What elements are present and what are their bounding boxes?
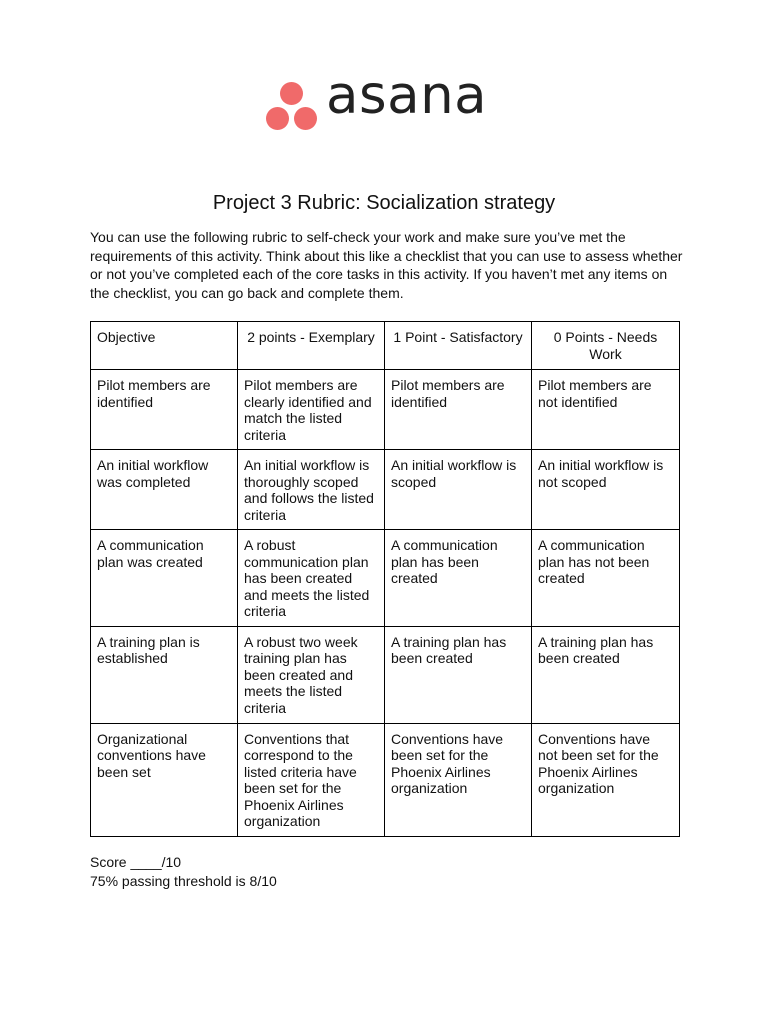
table-cell: A communication plan has not been created: [532, 530, 680, 627]
score-line: Score ____/10: [90, 854, 182, 870]
table-cell: An initial workflow was completed: [91, 450, 238, 530]
table-row: [91, 450, 680, 530]
table-cell: A training plan is established: [91, 626, 238, 723]
table-row: [91, 370, 680, 450]
asana-logo: [266, 65, 506, 134]
table-cell: A communication plan was created: [91, 530, 238, 627]
table-cell: A robust communication plan has been created and meets the listed criteria: [238, 530, 385, 627]
table-cell: An initial workflow is thoroughly scoped and follows the listed criteria: [238, 450, 385, 530]
asana-wordmark: asana: [326, 65, 488, 126]
table-cell: Pilot members are identified: [91, 370, 238, 450]
table-cell: Conventions have not been set for the Phoenix Airlines organization: [532, 723, 680, 836]
table-cell: Organizational conventions have been set: [91, 723, 238, 836]
table-cell: Pilot members are identified: [385, 370, 532, 450]
table-cell: An initial workflow is not scoped: [532, 450, 680, 530]
rubric-table: [90, 321, 680, 837]
table-cell: Conventions that correspond to the listed criteria have been set for the Phoenix Airlines organization: [238, 723, 385, 836]
table-cell: Pilot members are not identified: [532, 370, 680, 450]
table-header-row: [91, 322, 680, 370]
table-cell: An initial workflow is scoped: [385, 450, 532, 530]
passing-threshold: 75% passing threshold is 8/10: [90, 873, 277, 889]
header-cell-exemplary: 2 points - Exemplary: [238, 322, 385, 370]
header-cell-objective: Objective: [91, 322, 238, 370]
page-title: Project 3 Rubric: Socialization strategy: [212, 192, 556, 214]
table-row: [91, 626, 680, 723]
asana-dots-icon: [266, 82, 318, 132]
table-cell: A training plan has been created: [385, 626, 532, 723]
table-cell: A communication plan has been created: [385, 530, 532, 627]
table-row: [91, 530, 680, 627]
table-cell: A robust two week training plan has been created and meets the listed criteria: [238, 626, 385, 723]
header-cell-needs-work: 0 Points - Needs Work: [532, 322, 680, 370]
intro-paragraph: You can use the following rubric to self-check your work and make sure you’ve met the requirements of this activity. Think about this like a checklist that you can use to assess whether or not you’ve completed each of the core tasks in this activity. If you haven’t met any items on the checklist, you can go back and complete them.: [90, 229, 683, 302]
header-cell-satisfactory: 1 Point - Satisfactory: [385, 322, 532, 370]
table-cell: Pilot members are clearly identified and match the listed criteria: [238, 370, 385, 450]
score-section: [90, 853, 277, 891]
table-cell: A training plan has been created: [532, 626, 680, 723]
table-row: [91, 723, 680, 836]
table-cell: Conventions have been set for the Phoenix Airlines organization: [385, 723, 532, 836]
